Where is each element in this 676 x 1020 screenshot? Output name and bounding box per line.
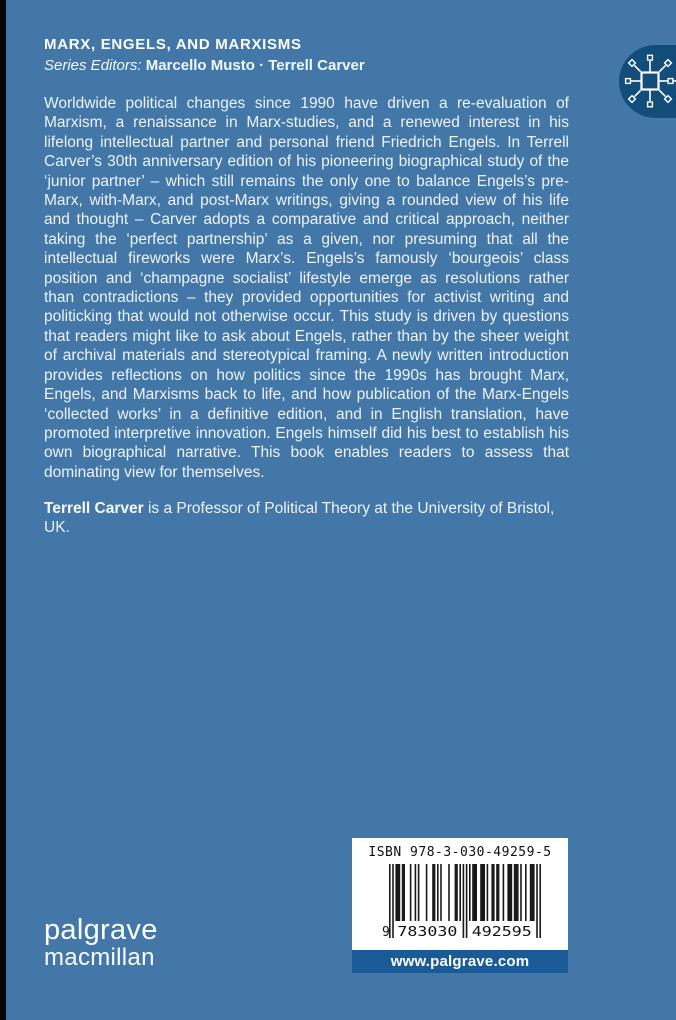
ean13-barcode xyxy=(375,864,545,940)
isbn-number: ISBN 978-3-030-49259-5 xyxy=(368,845,552,860)
barcode-digits-right: 492595 xyxy=(471,925,532,940)
author-bio xyxy=(44,499,569,538)
publisher-website-url: www.palgrave.com xyxy=(390,953,530,970)
series-editors-label: Series Editors: xyxy=(44,57,142,74)
author-name: Terrell Carver xyxy=(44,500,144,517)
publisher-logo xyxy=(44,915,158,970)
palgrave-series-badge xyxy=(619,45,676,118)
publisher-website-bar xyxy=(352,950,568,973)
publisher-logo-palgrave: palgrave xyxy=(44,914,158,946)
publisher-logo-macmillan: macmillan xyxy=(44,944,155,971)
barcode-digits-left: 783030 xyxy=(397,925,458,940)
isbn-barcode-panel xyxy=(352,838,568,950)
network-nodes-icon xyxy=(620,45,676,118)
spine-shadow xyxy=(0,0,6,1020)
back-cover-blurb: Worldwide political changes since 1990 have driven a re-evaluation of Marxism, a renaissance in Marx-studies, and a renewed interest in his lifelong intellectual partner and personal friend Friedrich Engels. In Terrell Carver’s 30th anniversary edition of his pioneering biographical study of the ‘junior partner’ – which still remains the only one to balance Engels’s pre-Marx, with-Marx, and post-Marx writings, giving a rounded view of his life and thought – Carver adopts a comparative and critical approach, neither taking the ‘perfect partnership’ as a given, nor presuming that all the intellectual fireworks were Marx’s. Engels’s famously ‘bourgeois’ class position and ‘champagne socialist’ lifestyle emerge as resolutions rather than contradictions – they provided opportunities for activist writing and politicking that would not otherwise occur. This study is driven by questions that readers might like to ask about Engels, rather than by the sheer weight of archival materials and stereotypical framing. A newly written introduction provides reflections on how politics since the 1990s has brought Marx, Engels, and Marxisms back to life, and how publication of the Marx-Engels ‘collected works’ in a definitive edition, and in English translation, have promoted interpretive innovation. Engels himself did his best to establish his own biographical narrative. This book enables readers to assess that dominating view for themselves. xyxy=(44,95,569,481)
series-editors-names: Marcello Musto · Terrell Carver xyxy=(145,57,365,74)
series-editors xyxy=(44,57,365,74)
author-bio-text: is a Professor of Political Theory at the University of Bristol, UK. xyxy=(44,500,555,537)
barcode-digit-lead: 9 xyxy=(382,925,390,940)
series-title: MARX, ENGELS, AND MARXISMS xyxy=(44,36,302,53)
